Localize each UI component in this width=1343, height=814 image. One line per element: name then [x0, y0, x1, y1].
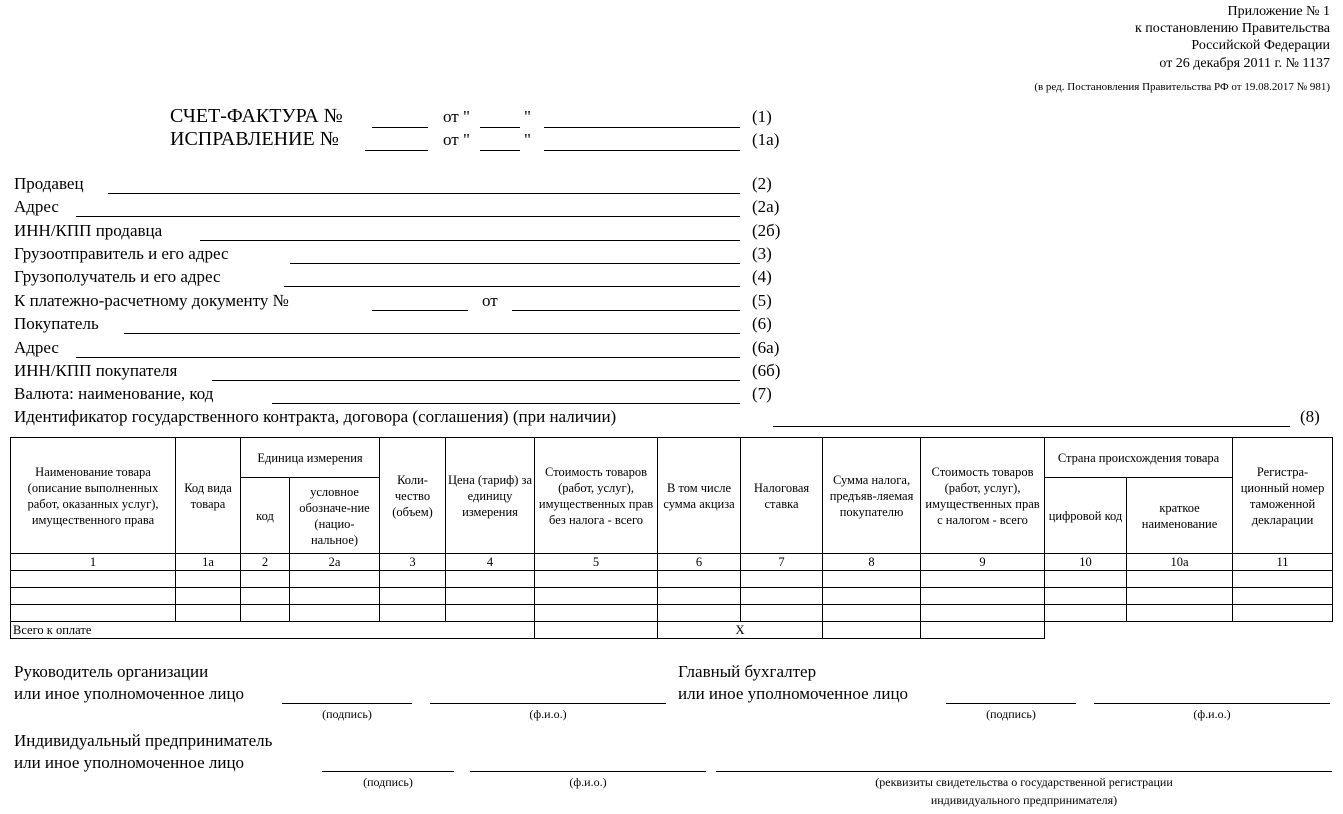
- invoice-field-num: (1): [752, 107, 772, 126]
- col-number: 2: [241, 554, 290, 571]
- table-cell[interactable]: [535, 605, 658, 622]
- accountant-fio-line[interactable]: [1094, 703, 1330, 704]
- col-header-unit-symbol: условное обозначе-ние (нацио-нальное): [290, 478, 380, 554]
- table-cell[interactable]: [658, 571, 741, 588]
- table-row[interactable]: [11, 605, 1333, 622]
- col-header-country-code: цифровой код: [1045, 478, 1127, 554]
- entrepreneur-requisites-caption-2: индивидуального предпринимателя): [930, 793, 1118, 807]
- director-fio-line[interactable]: [430, 703, 666, 704]
- table-cell[interactable]: [1045, 571, 1127, 588]
- table-cell[interactable]: [176, 588, 241, 605]
- director-label-line-2: или иное уполномоченное лицо: [14, 684, 245, 703]
- seller-label: Продавец: [14, 174, 84, 193]
- correction-title: ИСПРАВЛЕНИЕ №: [170, 128, 339, 150]
- consignee-line[interactable]: [284, 286, 740, 287]
- invoice-number-line[interactable]: [372, 127, 428, 128]
- shipper-line[interactable]: [290, 263, 740, 264]
- col-header-cost-no-tax: Стоимость товаров (работ, услуг), имущественных прав без налога - всего: [535, 438, 658, 554]
- col-number: 11: [1233, 554, 1333, 571]
- col-header-unit: Единица измерения: [241, 438, 380, 478]
- table-cell[interactable]: [241, 605, 290, 622]
- invoice-date-line[interactable]: [544, 127, 740, 128]
- table-cell[interactable]: [380, 605, 446, 622]
- seller-address-label: Адрес: [14, 197, 59, 216]
- table-cell[interactable]: [741, 605, 823, 622]
- invoice-day-line[interactable]: [480, 127, 520, 128]
- buyer-inn-label: ИНН/КПП покупателя: [14, 361, 178, 380]
- buyer-label: Покупатель: [14, 314, 99, 333]
- col-number: 5: [535, 554, 658, 571]
- col-number: 7: [741, 554, 823, 571]
- contract-id-label: Идентификатор государственного контракта, договора (соглашения) (при наличии): [14, 407, 617, 426]
- buyer-address-label: Адрес: [14, 338, 59, 357]
- col-number: 4: [446, 554, 535, 571]
- buyer-num: (6): [752, 314, 772, 333]
- table-cell[interactable]: [290, 588, 380, 605]
- appendix-line-4: от 26 декабря 2011 г. № 1137: [1159, 56, 1330, 71]
- invoice-quote: ": [524, 107, 531, 126]
- col-number: 1: [11, 554, 176, 571]
- table-cell[interactable]: [1045, 588, 1127, 605]
- currency-num: (7): [752, 384, 772, 403]
- total-cost-with-tax-cell[interactable]: [921, 622, 1045, 639]
- table-cell[interactable]: [921, 588, 1045, 605]
- col-header-customs: Регистра-ционный номер таможенной декларации: [1233, 438, 1333, 554]
- table-row[interactable]: [11, 588, 1333, 605]
- table-cell[interactable]: [176, 605, 241, 622]
- payment-date-line[interactable]: [512, 310, 740, 311]
- contract-id-num: (8): [1300, 407, 1320, 426]
- buyer-line[interactable]: [124, 333, 740, 334]
- buyer-inn-num: (6б): [752, 361, 781, 380]
- seller-address-num: (2а): [752, 197, 780, 216]
- currency-label: Валюта: наименование, код: [14, 384, 214, 403]
- table-cell[interactable]: [241, 588, 290, 605]
- col-header-unit-code: код: [241, 478, 290, 554]
- table-cell[interactable]: [823, 605, 921, 622]
- table-cell[interactable]: [380, 571, 446, 588]
- total-row: [11, 622, 1333, 639]
- entrepreneur-signature-line[interactable]: [322, 771, 454, 772]
- table-header-row-1: [11, 438, 1333, 478]
- director-fio-caption: (ф.и.о.): [529, 707, 567, 721]
- col-number: 10: [1045, 554, 1127, 571]
- entrepreneur-requisites-line[interactable]: [716, 771, 1332, 772]
- entrepreneur-label-line-2: или иное уполномоченное лицо: [14, 753, 245, 772]
- seller-num: (2): [752, 174, 772, 193]
- table-cell[interactable]: [1127, 605, 1233, 622]
- col-header-country-name: краткое наименование: [1127, 478, 1233, 554]
- buyer-address-num: (6а): [752, 338, 780, 357]
- table-row[interactable]: [11, 571, 1333, 588]
- total-tax-sum-cell[interactable]: [823, 622, 921, 639]
- table-cell[interactable]: [1233, 571, 1333, 588]
- payment-from-label: от: [482, 291, 498, 310]
- correction-quote: ": [524, 130, 531, 149]
- table-cell[interactable]: [446, 571, 535, 588]
- col-header-country: Страна происхождения товара: [1045, 438, 1233, 478]
- col-number: 3: [380, 554, 446, 571]
- currency-line[interactable]: [272, 403, 740, 404]
- contract-id-line[interactable]: [773, 426, 1290, 427]
- table-cell[interactable]: [241, 571, 290, 588]
- table-cell[interactable]: [658, 605, 741, 622]
- col-number: 6: [658, 554, 741, 571]
- table-cell[interactable]: [535, 571, 658, 588]
- col-number: 2а: [290, 554, 380, 571]
- column-numbers-row: [11, 554, 1333, 571]
- director-signature-line[interactable]: [282, 703, 412, 704]
- correction-number-line[interactable]: [365, 150, 428, 151]
- col-header-rate: Налоговая ставка: [741, 438, 823, 554]
- col-number: 8: [823, 554, 921, 571]
- table-cell[interactable]: [446, 605, 535, 622]
- total-label: Всего к оплате: [11, 622, 535, 639]
- shipper-label: Грузоотправитель и его адрес: [14, 244, 229, 263]
- shipper-num: (3): [752, 244, 772, 263]
- seller-line[interactable]: [108, 193, 740, 194]
- table-cell[interactable]: [823, 571, 921, 588]
- accountant-label-line-1: Главный бухгалтер: [678, 662, 817, 681]
- accountant-signature-caption: (подпись): [986, 707, 1036, 721]
- table-cell[interactable]: [1233, 588, 1333, 605]
- table-cell[interactable]: [11, 605, 176, 622]
- invoice-from-label: от ": [443, 107, 470, 126]
- table-cell[interactable]: [380, 588, 446, 605]
- col-number: 10а: [1127, 554, 1233, 571]
- correction-day-line[interactable]: [480, 150, 520, 151]
- invoice-title: СЧЕТ-ФАКТУРА №: [170, 105, 343, 127]
- total-empty-area: [1045, 622, 1333, 639]
- correction-field-num: (1а): [752, 130, 780, 149]
- table-cell[interactable]: [1233, 605, 1333, 622]
- seller-inn-line[interactable]: [200, 240, 740, 241]
- table-cell[interactable]: [446, 588, 535, 605]
- entrepreneur-fio-line[interactable]: [470, 771, 706, 772]
- col-number: 9: [921, 554, 1045, 571]
- seller-inn-label: ИНН/КПП продавца: [14, 221, 163, 240]
- entrepreneur-label-line-1: Индивидуальный предприниматель: [14, 731, 273, 750]
- seller-inn-num: (2б): [752, 221, 781, 240]
- table-cell[interactable]: [176, 571, 241, 588]
- col-header-tax-sum: Сумма налога, предъяв-ляемая покупателю: [823, 438, 921, 554]
- table-cell[interactable]: [11, 571, 176, 588]
- buyer-inn-line[interactable]: [212, 380, 740, 381]
- total-excise-cell: X: [658, 622, 823, 639]
- entrepreneur-fio-caption: (ф.и.о.): [569, 775, 607, 789]
- edition-note: (в ред. Постановления Правительства РФ от 19.08.2017 № 981): [1034, 81, 1330, 93]
- accountant-label-line-2: или иное уполномоченное лицо: [678, 684, 909, 703]
- correction-from-label: от ": [443, 130, 470, 149]
- table-cell[interactable]: [535, 588, 658, 605]
- consignee-label: Грузополучатель и его адрес: [14, 267, 221, 286]
- consignee-num: (4): [752, 267, 772, 286]
- col-header-price: Цена (тариф) за единицу измерения: [446, 438, 535, 554]
- table-cell[interactable]: [921, 605, 1045, 622]
- payment-doc-label: К платежно-расчетному документу №: [14, 291, 289, 310]
- accountant-signature-line[interactable]: [946, 703, 1076, 704]
- col-header-qty: Коли-чество (объем): [380, 438, 446, 554]
- table-cell[interactable]: [290, 571, 380, 588]
- seller-address-line[interactable]: [76, 216, 740, 217]
- table-cell[interactable]: [1127, 571, 1233, 588]
- col-header-excise: В том числе сумма акциза: [658, 438, 741, 554]
- buyer-address-line[interactable]: [76, 357, 740, 358]
- director-label-line-1: Руководитель организации: [14, 662, 209, 681]
- total-cost-no-tax-cell[interactable]: [535, 622, 658, 639]
- table-cell[interactable]: [1045, 605, 1127, 622]
- correction-date-line[interactable]: [544, 150, 740, 151]
- col-header-name: Наименование товара (описание выполненных работ, оказанных услуг), имущественного права: [11, 438, 176, 554]
- invoice-table: [10, 437, 1333, 639]
- table-cell[interactable]: [290, 605, 380, 622]
- col-header-cost-with-tax: Стоимость товаров (работ, услуг), имущественных прав с налогом - всего: [921, 438, 1045, 554]
- table-cell[interactable]: [741, 588, 823, 605]
- table-cell[interactable]: [658, 588, 741, 605]
- table-cell[interactable]: [1127, 588, 1233, 605]
- table-cell[interactable]: [921, 571, 1045, 588]
- payment-doc-num: (5): [752, 291, 772, 310]
- appendix-line-3: Российской Федерации: [1191, 38, 1330, 53]
- entrepreneur-requisites-caption-1: (реквизиты свидетельства о государственной регистрации: [875, 775, 1173, 789]
- accountant-fio-caption: (ф.и.о.): [1193, 707, 1231, 721]
- table-cell[interactable]: [741, 571, 823, 588]
- appendix-line-1: Приложение № 1: [1227, 4, 1330, 19]
- col-header-kind-code: Код вида товара: [176, 438, 241, 554]
- director-signature-caption: (подпись): [322, 707, 372, 721]
- appendix-line-2: к постановлению Правительства: [1134, 21, 1330, 36]
- payment-doc-number-line[interactable]: [372, 310, 468, 311]
- col-number: 1а: [176, 554, 241, 571]
- table-cell[interactable]: [823, 588, 921, 605]
- entrepreneur-signature-caption: (подпись): [363, 775, 413, 789]
- table-cell[interactable]: [11, 588, 176, 605]
